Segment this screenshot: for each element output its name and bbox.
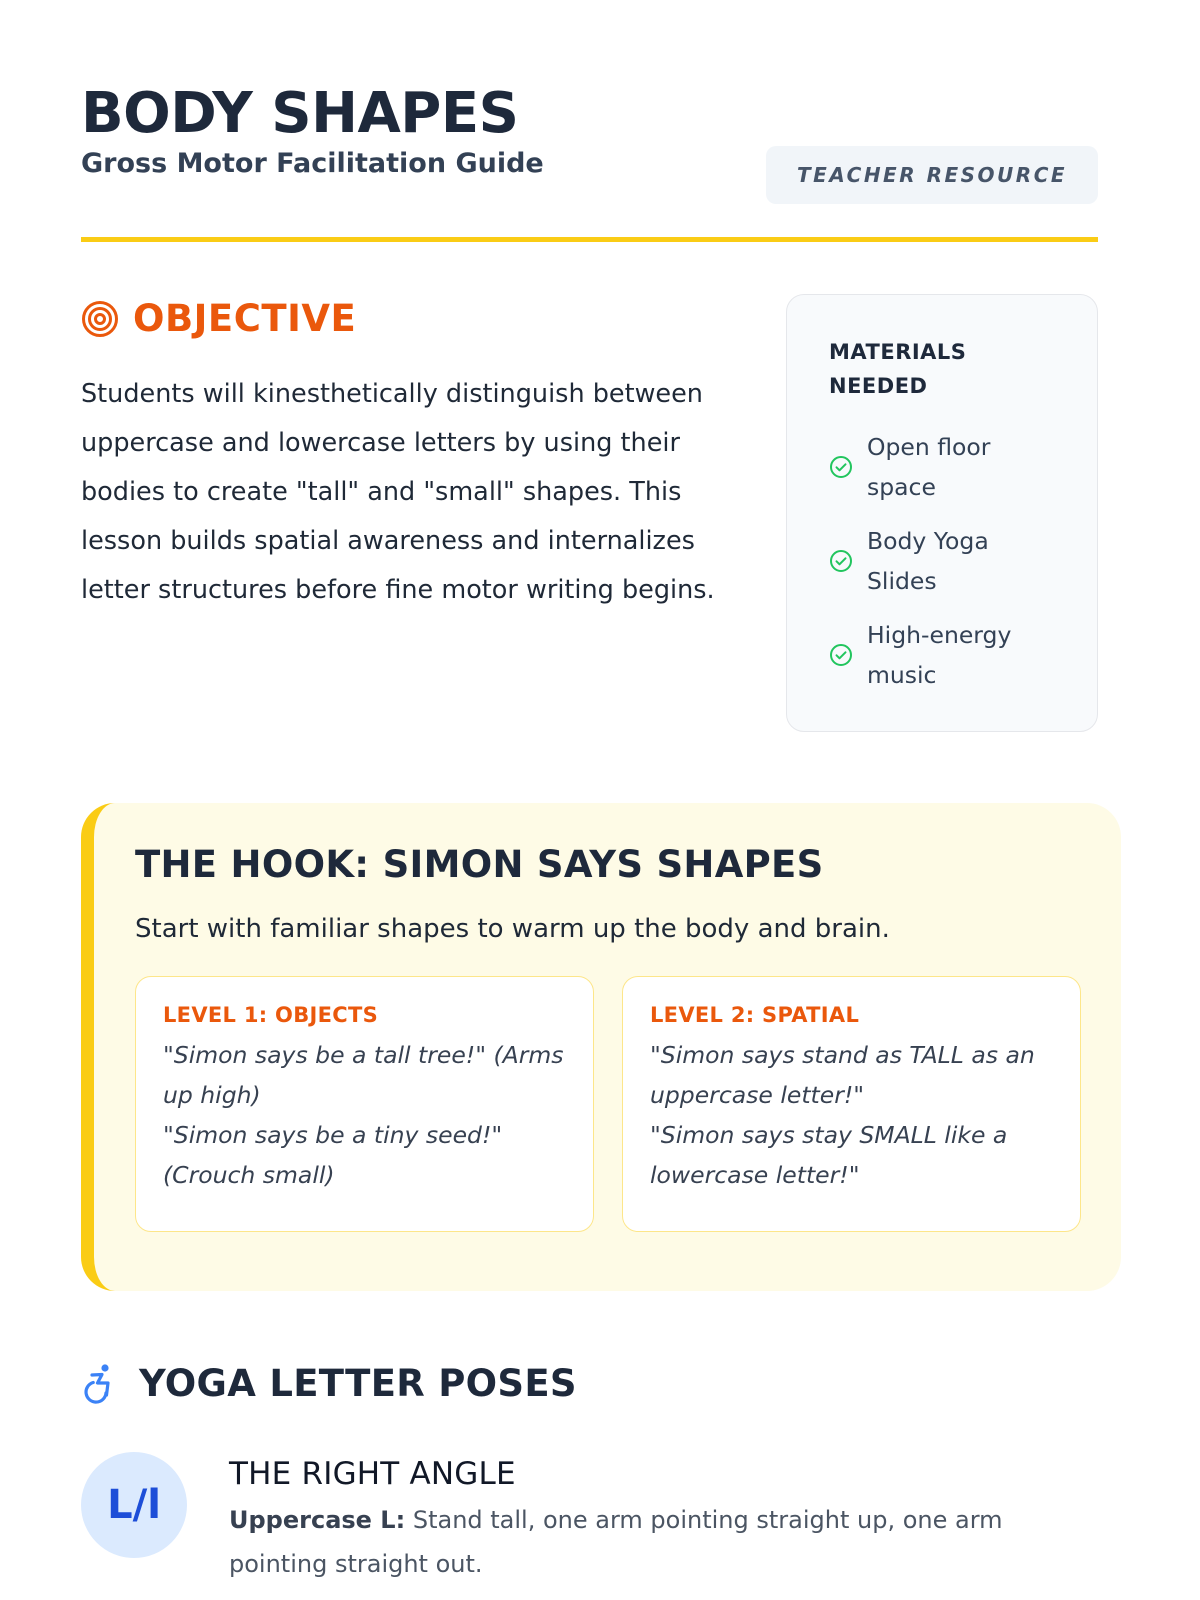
materials-card (786, 294, 1098, 732)
list-item (829, 427, 1059, 507)
pose-letter-avatar: L/l (81, 1452, 187, 1558)
objective-row (81, 242, 1098, 798)
pose-item (81, 1452, 1099, 1586)
pose-uppercase-instruction (229, 1498, 1099, 1586)
page-subtitle: Gross Motor Facilitation Guide (81, 148, 544, 179)
materials-title: MATERIALS NEEDED (829, 340, 967, 398)
list-item (829, 521, 1059, 601)
pose-uppercase-label: Uppercase L: (229, 1506, 406, 1534)
page-header (81, 0, 1098, 242)
material-label: Open floor space (867, 433, 991, 501)
objective-title: OBJECTIVE (133, 297, 357, 340)
list-item (829, 615, 1059, 695)
check-circle-icon (829, 643, 853, 667)
target-icon (81, 300, 119, 338)
level-title: LEVEL 2: SPATIAL (650, 1003, 860, 1027)
levels (135, 976, 1081, 1232)
hook-title: THE HOOK: SIMON SAYS SHAPES (135, 843, 824, 886)
page-title: BODY SHAPES (81, 81, 519, 146)
level-card-spatial (622, 976, 1081, 1232)
material-label: Body Yoga Slides (867, 527, 989, 595)
level-prompt: "Simon says stay SMALL like a lowercase letter!" (650, 1121, 1008, 1189)
level-prompt: "Simon says be a tall tree!" (Arms up high) (163, 1041, 564, 1109)
pose-uppercase-text: Stand tall, one arm pointing straight up, one arm pointing straight out. (229, 1506, 1003, 1578)
wheelchair-accessibility-icon (81, 1363, 121, 1405)
pose-title: THE RIGHT ANGLE (229, 1456, 516, 1492)
objective-heading (81, 297, 761, 340)
level-prompt: "Simon says be a tiny seed!" (Crouch small) (163, 1121, 503, 1189)
objective-section (81, 297, 761, 615)
materials-list (829, 427, 1059, 695)
hook-section (81, 803, 1121, 1291)
level-prompt: "Simon says stand as TALL as an uppercase letter!" (650, 1041, 1035, 1109)
yoga-heading (81, 1362, 577, 1405)
material-label: High-energy music (867, 621, 1012, 689)
check-circle-icon (829, 549, 853, 573)
check-circle-icon (829, 455, 853, 479)
level-title: LEVEL 1: OBJECTS (163, 1003, 379, 1027)
objective-text: Students will kinesthetically distinguish between uppercase and lowercase letters by using their bodies to create "tall" and "small" shapes. This lesson builds spatial awareness and internalizes letter structures before fine motor writing begins. (81, 379, 715, 605)
pose-body (229, 1452, 1099, 1586)
hook-text: Start with familiar shapes to warm up the body and brain. (135, 914, 890, 944)
teacher-resource-badge: TEACHER RESOURCE (766, 146, 1098, 204)
level-card-objects (135, 976, 594, 1232)
yoga-title: YOGA LETTER POSES (139, 1362, 577, 1405)
